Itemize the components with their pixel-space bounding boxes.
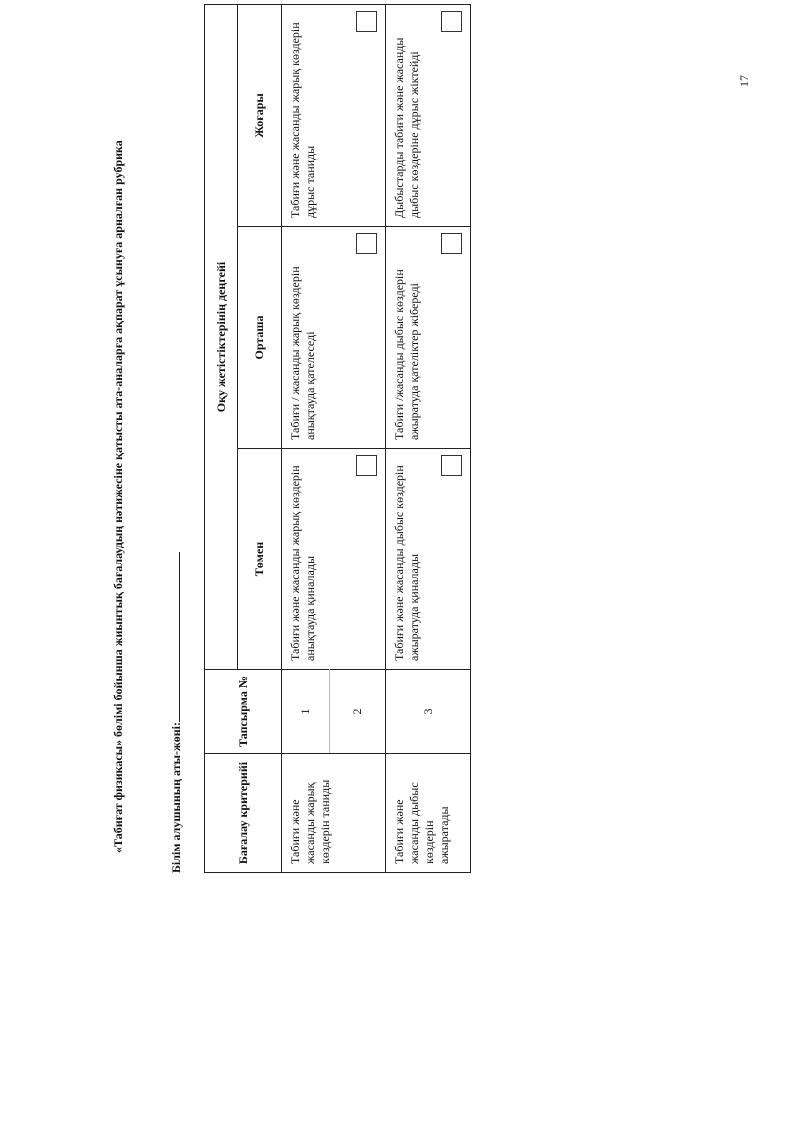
table-row xyxy=(282,4,330,872)
header-row-top xyxy=(205,4,238,872)
descriptor-high xyxy=(282,4,386,226)
descriptor-text: Табиғи және жасанды жарық көздерін анықтауда қиналады xyxy=(288,465,317,661)
checkbox[interactable] xyxy=(441,11,462,32)
descriptor-text: Дыбыстарды табиғи және жасанды дыбыс көздеріне дұрыс жіктейді xyxy=(392,37,421,218)
header-task-no: Тапсырма № xyxy=(205,670,282,754)
descriptor-text: Табиғи /жасанды дыбыс көздерін ажыратуда қателіктер жібереді xyxy=(392,269,421,440)
task-number: 2 xyxy=(330,670,386,754)
descriptor-medium xyxy=(386,227,471,449)
header-medium: Орташа xyxy=(238,227,282,449)
header-low: Төмен xyxy=(238,449,282,670)
criterion-cell: Табиғи және жасанды дыбыс көздерін ажыратады xyxy=(386,754,471,873)
rubric-table xyxy=(204,4,471,873)
page-number: 17 xyxy=(737,75,751,87)
header-high: Жоғары xyxy=(238,4,282,226)
descriptor-text: Табиғи / жасанды жарық көздерін анықтауда қателеседі xyxy=(288,266,317,440)
criterion-cell: Табиғи және жасанды жарық көздерін таниды xyxy=(282,754,386,873)
checkbox[interactable] xyxy=(356,11,377,32)
checkbox[interactable] xyxy=(356,455,377,476)
descriptor-low xyxy=(282,449,386,670)
checkbox[interactable] xyxy=(441,233,462,254)
task-number: 3 xyxy=(386,670,471,754)
student-name-line xyxy=(168,552,184,873)
checkbox[interactable] xyxy=(356,233,377,254)
document-title: «Табиғат физикасы» бөлімі бойынша жиынтық бағалаудың нәтижесіне қатысты ата-аналарға ақпарат ұсынуға арналған рубрика xyxy=(111,140,125,853)
task-number: 1 xyxy=(282,670,330,754)
descriptor-low xyxy=(386,449,471,670)
descriptor-text: Табиғи және жасанды дыбыс көздерін ажыратуда қиналады xyxy=(392,465,421,661)
checkbox[interactable] xyxy=(441,455,462,476)
table-row xyxy=(386,4,471,872)
descriptor-high xyxy=(386,4,471,226)
descriptor-medium xyxy=(282,227,386,449)
descriptor-text: Табиғи және жасанды жарық көздерін дұрыс таниды xyxy=(288,22,317,218)
header-criteria: Бағалау критерийі xyxy=(205,754,282,873)
student-name-field[interactable] xyxy=(168,552,180,722)
student-name-label: Білім алушының аты-жөні: xyxy=(169,722,183,873)
header-achievement-level: Оқу жетістіктерінің деңгейі xyxy=(205,4,238,669)
